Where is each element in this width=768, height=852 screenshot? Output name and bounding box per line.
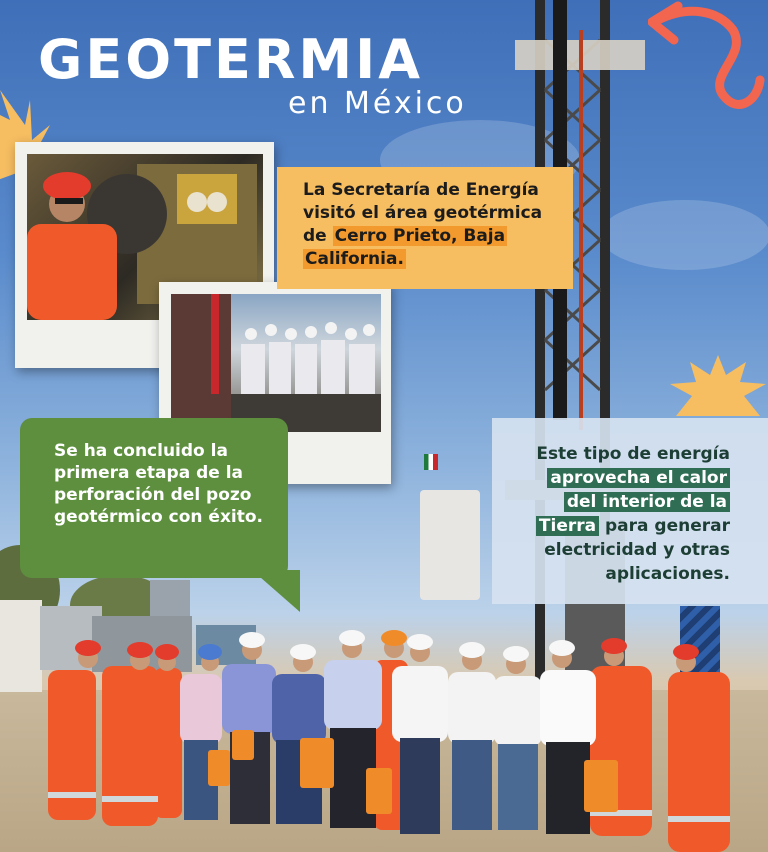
curly-arrow-icon: [648, 0, 768, 130]
mexico-flag: [424, 454, 438, 470]
box3-line4-post: para generar: [599, 516, 730, 536]
box1-line4: [303, 248, 542, 271]
box3-highlight-3: Tierra: [536, 516, 599, 536]
box1-line2: visitó el área geotérmica: [303, 203, 543, 223]
box1-line1: La Secretaría de Energía: [303, 180, 539, 200]
box3-highlight-2: del interior de la: [564, 492, 730, 512]
photo-visitors: [171, 294, 381, 432]
info-box-energy: [492, 418, 768, 604]
info-box-energy-text: [536, 442, 730, 586]
title-sub: en México: [288, 86, 467, 121]
box1-line3: [303, 225, 542, 248]
group-photo: [0, 620, 768, 852]
info-box-visit: [277, 167, 573, 289]
box3-line6: aplicaciones.: [605, 564, 730, 584]
starburst-icon: [668, 350, 768, 420]
box1-line3-pre: de: [303, 226, 333, 246]
info-box-visit-text: [303, 179, 542, 271]
box3-line3: [536, 490, 730, 514]
box1-highlight-1: Cerro Prieto, Baja: [334, 226, 506, 246]
box3-line5: electricidad y otras: [544, 540, 730, 560]
box3-line1: Este tipo de energía: [536, 444, 730, 464]
box1-highlight-2: California.: [305, 249, 404, 269]
box3-line4: [536, 514, 730, 538]
speech-bubble-text: Se ha concluido la primera etapa de la perforación del pozo geotérmico con éxito.: [54, 441, 263, 527]
speech-bubble-drilling: [20, 418, 288, 578]
visitors-illustration: [171, 294, 381, 432]
title-main: GEOTERMIA: [38, 28, 424, 91]
box3-line2: [536, 466, 730, 490]
storage-tank: [420, 490, 480, 600]
box3-highlight-1: aprovecha el calor: [547, 468, 730, 488]
